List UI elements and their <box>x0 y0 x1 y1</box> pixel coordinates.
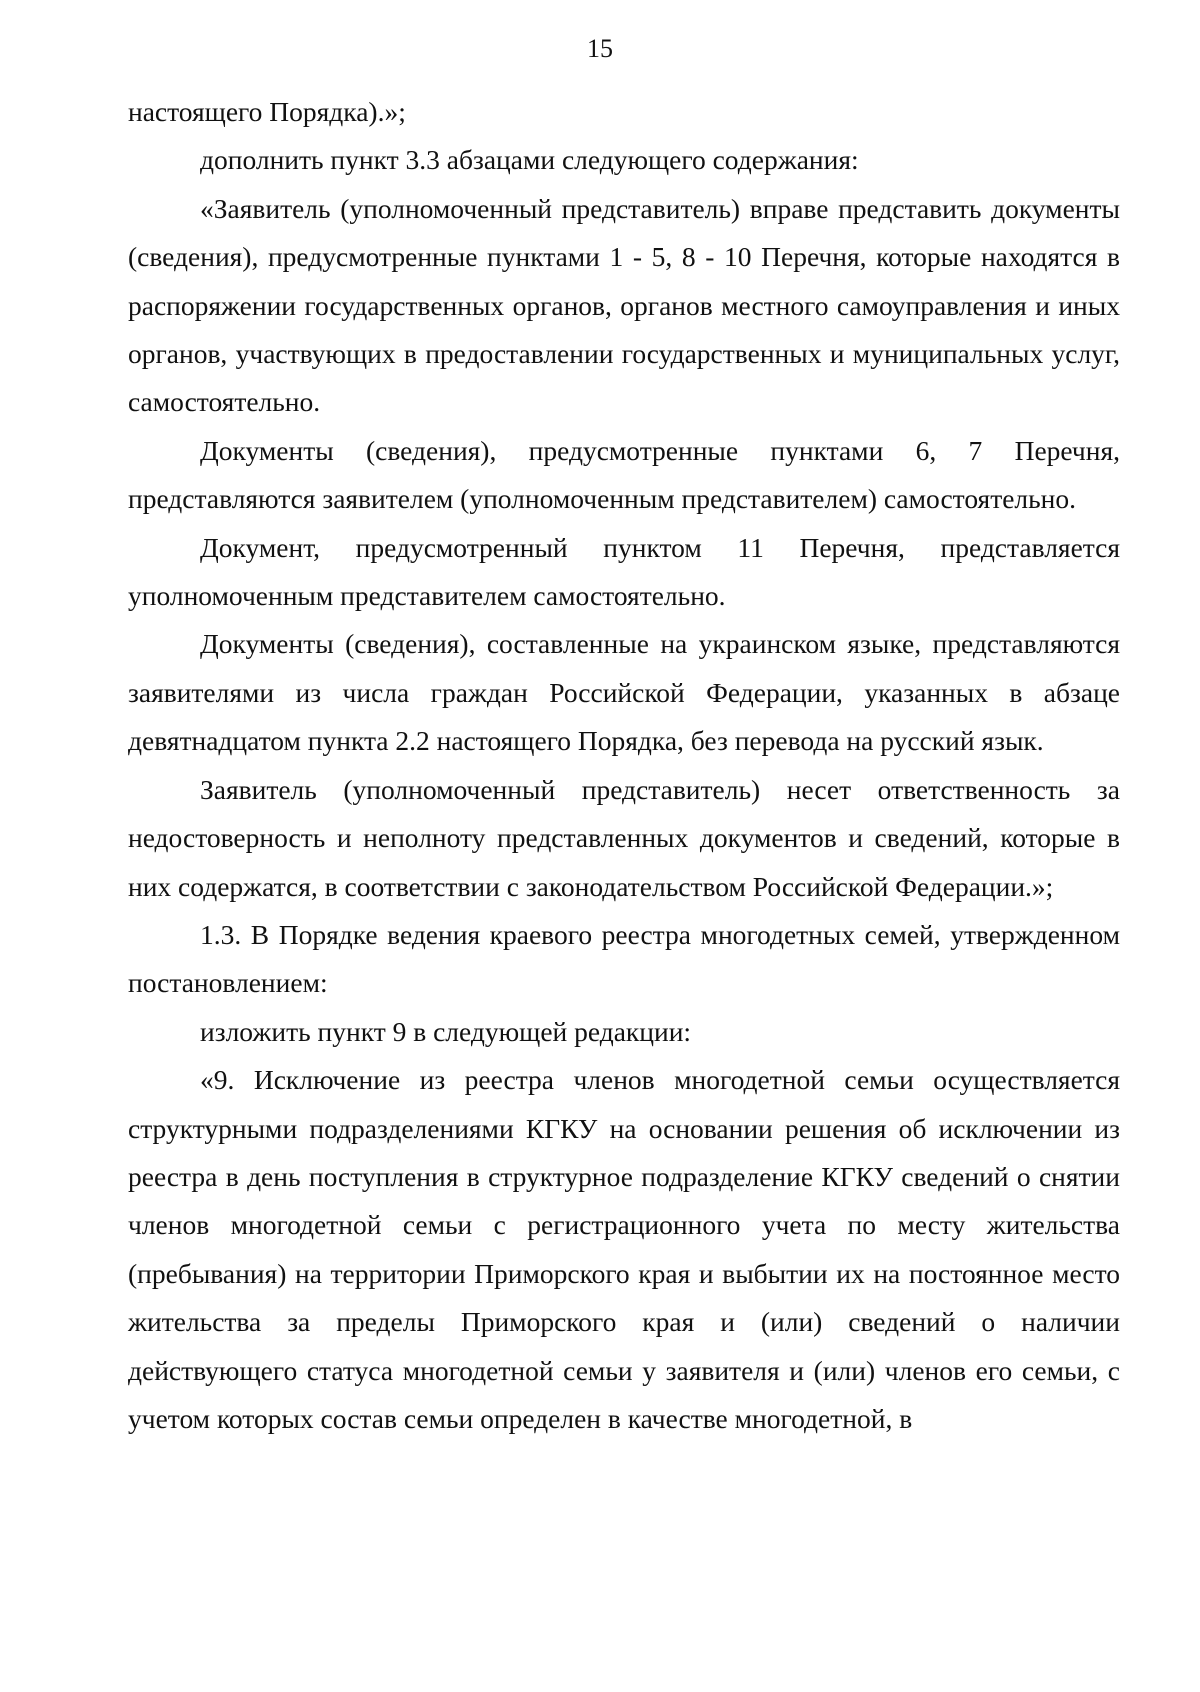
paragraph-4: Документы (сведения), предусмотренные пунктами 6, 7 Перечня, представляются заявителем (уполномоченным представителем) самостоятельно. <box>128 434 1120 515</box>
paragraph-1: настоящего Порядка).»; <box>128 96 406 127</box>
paragraph-9: изложить пункт 9 в следующей редакции: <box>200 1015 692 1047</box>
paragraph-3: «Заявитель (уполномоченный представитель) вправе представить документы (сведения), предусмотренные пунктами 1 - 5, 8 - 10 Перечня, которые находятся в распоряжении государственных органов, органов местного самоуправления и иных органов, участвующих в предоставлении государственных и муниципальных услуг, самостоятельно. <box>128 192 1120 418</box>
paragraph-10: «9. Исключение из реестра членов многодетной семьи осуществляется структурными подразделениями КГКУ на основании решения об исключении из реестра в день поступления в структурное подразделение КГКУ сведений о снятии членов многодетной семьи с регистрационного учета по месту жительства (пребывания) на территории Приморского края и выбытии их на постоянное место жительства за пределы Приморского края и (или) сведений о наличии действующего статуса многодетной семьи у заявителя и (или) членов его семьи, с учетом которых состав семьи определен в качестве многодетной, в <box>128 1064 1120 1434</box>
paragraph-6: Документы (сведения), составленные на украинском языке, представляются заявителями из числа граждан Российской Федерации, указанных в абзаце девятнадцатом пункта 2.2 настоящего Порядка, без перевода на русский язык. <box>128 628 1120 757</box>
page-number: 15 <box>587 34 613 63</box>
document-body <box>128 88 1120 1443</box>
paragraph-7: Заявитель (уполномоченный представитель) несет ответственность за недостоверность и неполноту представленных документов и сведений, которые в них содержатся, в соответствии с законодательством Российской Федерации.»; <box>128 773 1120 902</box>
paragraph-8: 1.3. В Порядке ведения краевого реестра многодетных семей, утвержденном постановлением: <box>128 918 1120 999</box>
paragraph-5: Документ, предусмотренный пунктом 11 Перечня, представляется уполномоченным представителем самостоятельно. <box>128 531 1120 612</box>
paragraph-2: дополнить пункт 3.3 абзацами следующего содержания: <box>200 144 859 176</box>
